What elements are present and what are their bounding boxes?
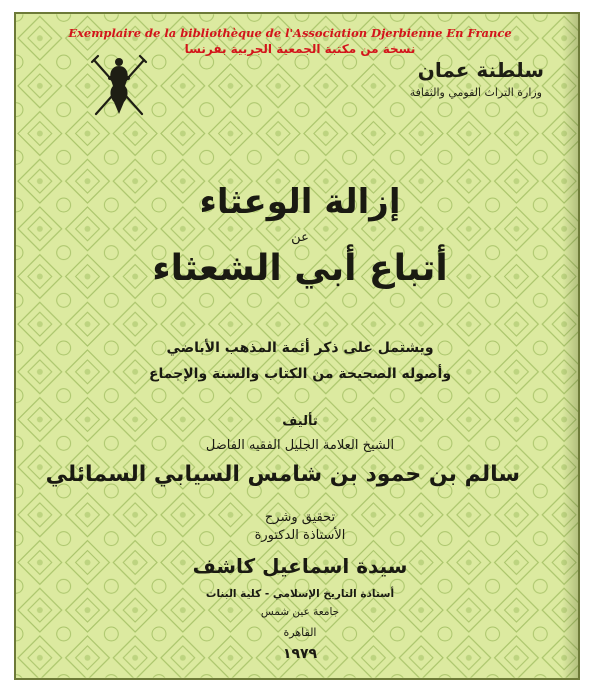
editor-name: سيدة اسماعيل كاشف xyxy=(192,554,408,578)
editor-title: الأستاذة الدكتورة xyxy=(254,528,346,543)
oman-khanjar-emblem-icon xyxy=(88,52,150,124)
page-edge-shadow xyxy=(562,14,578,678)
author-honorific: الشيخ العلامة الجليل الفقيه الفاضل xyxy=(205,438,395,453)
publication-year: ١٩٧٩ xyxy=(282,646,318,662)
author-name: سالم بن حمود بن شامس السيابي السمائلي xyxy=(45,462,520,487)
book-title-line1: إزالة الوعثاء xyxy=(199,182,401,222)
editing-label: تحقيق وشرح xyxy=(264,510,336,525)
sultanate-name: سلطنة عمان xyxy=(417,58,544,82)
editor-affiliation-1: أستاذة التاريخ الإسلامي - كلية البنات xyxy=(205,588,395,600)
description-line2: وأصوله الصحيحة من الكتاب والسنة والإجماع xyxy=(148,366,452,382)
book-title-connector: عن xyxy=(291,230,309,245)
publication-city: القاهرة xyxy=(283,626,317,639)
authorship-label: تأليف xyxy=(282,414,318,429)
editor-affiliation-2: جامعة عين شمس xyxy=(260,606,340,618)
description-line1: ويشتمل على ذكر أئمة المذهب الأباضي xyxy=(166,340,434,356)
library-stamp-french: Exemplaire de la bibliothèque de l'Association Djerbienne En France xyxy=(68,26,512,40)
library-stamp-arabic: نسخة من مكتبة الجمعية الجربية بفرنسا xyxy=(184,42,416,56)
book-title-line2: أتباع أبي الشعثاء xyxy=(152,248,448,289)
ministry-name: وزارة التراث القومي والثقافة xyxy=(409,86,542,99)
